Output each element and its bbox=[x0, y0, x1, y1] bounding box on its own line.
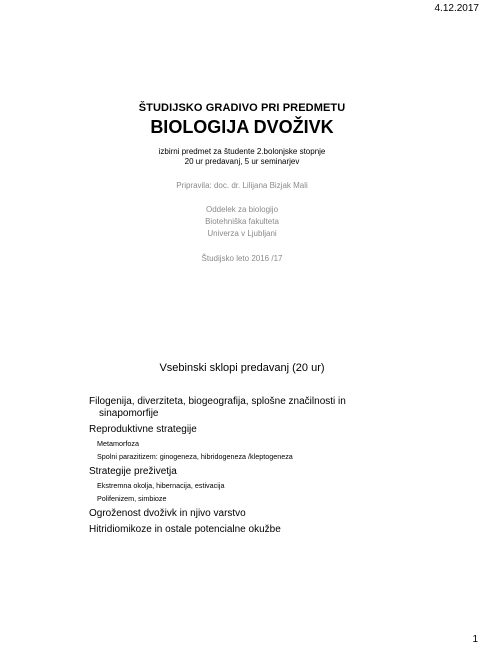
outline-item-continuation: sinapomorfije bbox=[99, 408, 159, 419]
academic-year: Študijsko leto 2016 /17 bbox=[201, 254, 283, 263]
institution-block bbox=[80, 204, 404, 240]
outline-subitem: Spolni parazitizem: ginogeneza, hibridogeneza /kleptogeneza bbox=[97, 452, 293, 461]
outline-list bbox=[80, 396, 404, 536]
outline-subitem: Ekstremna okolja, hibernacija, estivacija bbox=[97, 481, 225, 490]
institution-department: Oddelek za biologijo bbox=[205, 205, 279, 214]
institution-faculty: Biotehniška fakulteta bbox=[205, 217, 279, 226]
outline-subitem: Polifenizem, simbioze bbox=[97, 494, 167, 503]
date-header: 4.12.2017 bbox=[434, 3, 479, 14]
outline-item bbox=[89, 396, 404, 420]
page-number: 1 bbox=[472, 634, 478, 645]
outline-item-text: Filogenija, diverziteta, biogeografija, splošne značilnosti in bbox=[89, 396, 346, 407]
outline-item: Ogroženost dvoživk in njivo varstvo bbox=[89, 508, 246, 519]
outline-item: Reproduktivne strategije bbox=[89, 424, 197, 435]
slide-subtitle bbox=[80, 147, 404, 167]
slide-pretitle: ŠTUDIJSKO GRADIVO PRI PREDMETU bbox=[138, 102, 346, 114]
outline-title: Vsebinski sklopi predavanj (20 ur) bbox=[159, 362, 325, 374]
subtitle-line-1: izbirni predmet za študente 2.bolonjske stopnje bbox=[158, 147, 326, 156]
title-slide bbox=[80, 102, 404, 263]
outline-slide bbox=[80, 362, 404, 536]
outline-item: Hitridiomikoze in ostale potencialne okužbe bbox=[89, 524, 281, 535]
outline-item: Strategije preživetja bbox=[89, 466, 177, 477]
subtitle-line-2: 20 ur predavanj, 5 ur seminarjev bbox=[184, 157, 300, 166]
slide-title: BIOLOGIJA DVOŽIVK bbox=[150, 117, 334, 137]
institution-university: Univerza v Ljubljani bbox=[207, 229, 277, 238]
author-line: Pripravila: doc. dr. Lilijana Bizjak Mali bbox=[176, 181, 308, 190]
outline-subitem: Metamorfoza bbox=[97, 439, 139, 448]
